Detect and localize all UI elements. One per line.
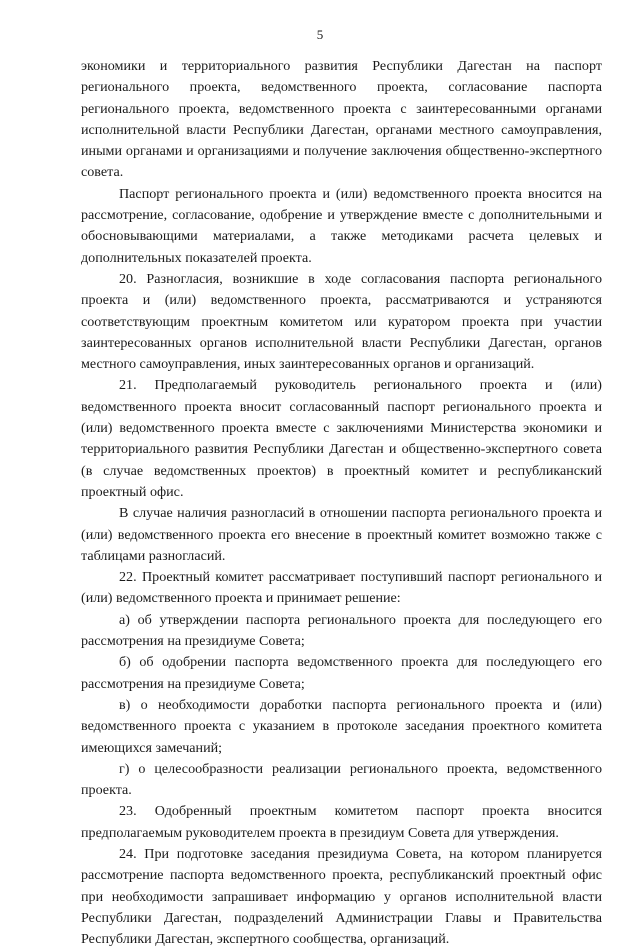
paragraph-continuation: экономики и территориального развития Республики Дагестан на паспорт регионального проекта, ведомственного проекта, согласование паспорта регионального проекта, ведомственного проекта с заинтересованными органами исполнительной власти Республики Дагестан, органами местного самоуправления, иными органами и организациями и получение заключения общественно-экспертного совета. bbox=[81, 58, 602, 181]
paragraph-passport-submission: Паспорт регионального проекта и (или) ведомственного проекта вносится на рассмотрение, согласование, одобрение и утверждение вместе с дополнительными и обосновывающими материалами, а также методиками расчета целевых и дополнительных показателей проекта. bbox=[81, 185, 602, 266]
page-number: 5 bbox=[316, 27, 324, 42]
document-body bbox=[81, 56, 602, 950]
list-item-v: в) о необходимости доработки паспорта регионального проекта и (или) ведомственного проекта с указанием в протоколе заседания проектного комитета имеющихся замечаний; bbox=[81, 696, 602, 756]
list-item-b: б) об одобрении паспорта ведомственного проекта для последующего его рассмотрения на президиуме Совета; bbox=[81, 654, 602, 692]
paragraph-clause-21: 21. Предполагаемый руководитель регионального проекта и (или) ведомственного проекта вносит согласованный паспорт регионального проекта и (или) ведомственного проекта вместе с заключениями Министерства экономики и территориального развития Республики Дагестан и общественно-экспертного совета (в случае ведомственных проектов) в проектный комитет и республиканский проектный офис. bbox=[81, 377, 602, 500]
list-item-g: г) о целесообразности реализации регионального проекта, ведомственного проекта. bbox=[81, 760, 602, 799]
paragraph-clause-23: 23. Одобренный проектным комитетом паспорт проекта вносится предполагаемым руководителем проекта в президиум Совета для утверждения. bbox=[81, 803, 602, 841]
paragraph-disagreements: В случае наличия разногласий в отношении паспорта регионального проекта и (или) ведомственного проекта его внесение в проектный комитет возможно также с таблицами разногласий. bbox=[81, 505, 602, 564]
paragraph-clause-24: 24. При подготовке заседания президиума Совета, на котором планируется рассмотрение паспорта ведомственного проекта, республиканский проектный офис при необходимости запрашивает информацию у органов исполнительной власти Республики Дагестан, подразделений Администрации Главы и Правительства Республики Дагестан, экспертного сообщества, организаций. bbox=[81, 845, 602, 948]
paragraph-clause-20: 20. Разногласия, возникшие в ходе согласования паспорта регионального проекта и (или) ведомственного проекта, рассматриваются и устраняются соответствующим проектным комитетом или куратором проекта при участии заинтересованных органов исполнительной власти Республики Дагестан, органов местного самоуправления, иных заинтересованных органов и организаций. bbox=[81, 270, 602, 373]
paragraph-clause-22: 22. Проектный комитет рассматривает поступивший паспорт регионального и (или) ведомственного проекта и принимает решение: bbox=[81, 569, 602, 607]
list-item-a: а) об утверждении паспорта регионального проекта для последующего его рассмотрения на президиуме Совета; bbox=[81, 611, 602, 650]
